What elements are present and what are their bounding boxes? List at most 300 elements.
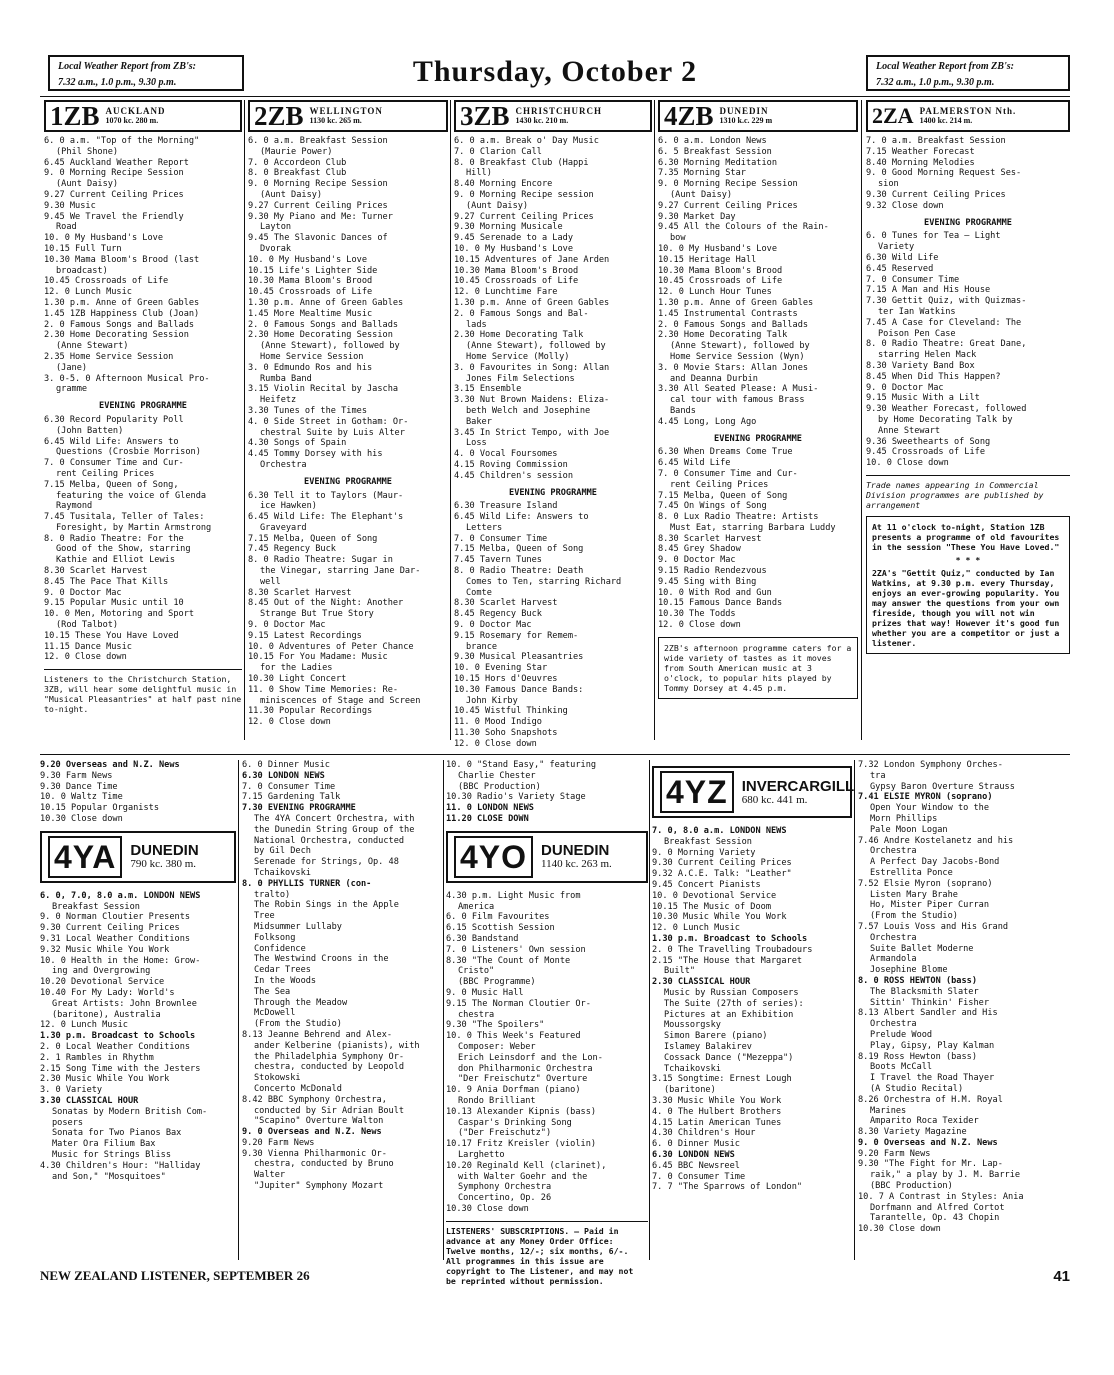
programme-line: 7. 0 Consumer Time (454, 533, 548, 544)
programme-line: 9. 0 Morning Recipe Session (44, 168, 184, 179)
programme-line: 8.40 Morning Encore (454, 179, 553, 190)
programme-line: 9.45 Concert Pianists (652, 879, 761, 890)
programme-line: 1.30 p.m. Broadcast to Schools (652, 933, 808, 944)
programme-line: for the Ladies (260, 663, 333, 674)
programme-line: The Westwind Croons in the (254, 954, 389, 965)
programme-line: 9.45 We Travel the Friendly (44, 211, 184, 222)
programme-line: 8.30 Scarlet Harvest (454, 598, 558, 609)
programme-line: 6. 0 Tunes for Tea — Light (866, 231, 1001, 242)
programme-line: Tchaikovski (664, 1063, 721, 1074)
station-city: WELLINGTON (309, 106, 383, 116)
programme-line: 7. 0 Consumer Time and Cur- (658, 468, 798, 479)
programme-line: Play, Gipsy, Play Kalman (870, 1040, 995, 1051)
programme-line: Stokowski (254, 1073, 301, 1084)
programme-line: 9.30 Musical Pleasantries (454, 652, 584, 663)
column-2zb (248, 100, 448, 740)
programme-line: 10.30 Close down (40, 813, 123, 824)
evening-programme-heading: EVENING PROGRAMME (304, 476, 392, 487)
programme-line: 9.32 A.C.E. Talk: "Leather" (652, 869, 792, 880)
programme-line: 8. 0 Breakfast Club (248, 168, 347, 179)
programme-line: ter Ian Watkins (878, 306, 956, 317)
programme-line: Music by Russian Composers (664, 987, 799, 998)
programme-line: gramme (56, 384, 88, 395)
station-call: 3ZB (460, 101, 510, 131)
programme-line: 6.30 Tell it to Taylors (Maur- (248, 490, 404, 501)
programme-note: Listeners to the Christchurch Station, 3ZB, will hear some delightful music in "Musical Pleasantries" at half past nine to-night. (44, 669, 242, 714)
programme-line: Orchestra (870, 1019, 917, 1030)
programme-line: 12. 0 Close down (658, 620, 741, 631)
programme-line: 9.32 Music While You Work (40, 944, 170, 955)
programme-line: ice Hawken) (260, 501, 317, 512)
programme-line: Charlie Chester (458, 770, 536, 781)
programme-line: Sonatas by Modern British Com- (52, 1106, 208, 1117)
programme-line: 10. 0 Adventures of Peter Chance (248, 641, 414, 652)
programme-line: 2. 0 Local Weather Conditions (40, 1041, 191, 1052)
station-freq: 1400 kc. 214 m. (919, 116, 973, 125)
programme-line: Sittin' Thinkin' Fisher (870, 997, 989, 1008)
programme-line: 9.30 Dance Time (40, 781, 118, 792)
programme-line: 9.30 "The Fight for Mr. Lap- (858, 1159, 1003, 1170)
programme-line: (John Batten) (56, 425, 124, 436)
programme-line: Concertino, Op. 26 (458, 1193, 552, 1204)
subscriptions-note: LISTENERS' SUBSCRIPTIONS. — Paid in advance at any Money Order Office: Twelve months, 12/-; six months, 6/-. All programmes in this issue are copyright to The Listener, and may not be reprinted without permission. (446, 1221, 648, 1286)
programme-line: 1.30 p.m. Anne of Green Gables (248, 297, 404, 308)
programme-line: 9.30 My Piano and Me: Turner (248, 211, 393, 222)
programme-line: 6. 0 Dinner Music (242, 760, 330, 770)
programme-line: (Aunt Daisy) (260, 189, 323, 200)
programme-line: 2. 0 Famous Songs and Ballads (44, 319, 195, 330)
programme-line: 10.30 Close down (858, 1224, 941, 1235)
programme-line: conducted by Sir Adrian Boult (254, 1105, 405, 1116)
programme-line: Pale Moon Logan (870, 824, 948, 835)
column-rule (450, 100, 451, 740)
station-header-4yz (652, 766, 855, 818)
station-freq: 1310 k.c. 229 m (719, 116, 773, 125)
station-freq: 1070 kc. 280 m. (105, 116, 159, 125)
programme-line: Jones Film Selections (466, 373, 575, 384)
weather-line: Local Weather Report from ZB's: (58, 61, 196, 72)
column-3zb (454, 100, 652, 749)
programme-line: 9. 0 Doctor Mac (658, 555, 736, 566)
programme-line: 6.30 Morning Meditation (658, 157, 777, 168)
trade-names-note: Trade names appearing in Commercial Division programmes are published by arrangement (866, 475, 1070, 510)
programme-line: 6.30 Wild Life (866, 252, 939, 263)
programme-line: Dvorak (260, 243, 292, 254)
station-header-4zb (658, 100, 858, 132)
programme-line: 6. 0, 7.0, 8.0 a.m. LONDON NEWS (40, 890, 201, 901)
programme-line: and Son," "Mosquitoes" (52, 1171, 166, 1182)
programme-line: 1.30 p.m. Anne of Green Gables (658, 297, 814, 308)
programme-line: 1.45 1ZB Happiness Club (Joan) (44, 308, 200, 319)
programme-line: Morn Phillips (870, 813, 938, 824)
evening-programme-heading: EVENING PROGRAMME (714, 433, 802, 444)
programme-line: 2.15 Song Time with the Jesters (40, 1063, 201, 1074)
programme-line: 7.57 Louis Voss and His Grand (858, 921, 1009, 932)
station-city: AUCKLAND (105, 106, 166, 116)
programme-line: 7.35 Morning Star (658, 168, 746, 179)
programme-line: 6. 0 a.m. Break o' Day Music (454, 136, 599, 146)
programme-line: Prelude Wood (870, 1029, 933, 1040)
station-freq: 1140 kc. 263 m. (541, 858, 612, 871)
station-city: INVERCARGILL (741, 777, 855, 795)
programme-line: 8. 0 Radio Theatre: Great Dane, (866, 339, 1027, 350)
programme-line: (baritone) (664, 1085, 716, 1096)
programme-line: 7.46 Andre Kostelanetz and his (858, 835, 1014, 846)
programme-line: Hill) (466, 168, 492, 179)
programme-line: 2. 1 Rambles in Rhythm (40, 1052, 154, 1063)
programme-line: Rumba Band (260, 373, 312, 384)
note-text: At 11 o'clock to-night, Station 1ZB presents a programme of old favourites in the session "These You Have Loved." (872, 521, 1060, 552)
programme-line: Estrellita Ponce (870, 867, 953, 878)
programme-line: 12. 0 Close down (248, 717, 331, 728)
column-4yz-evening (858, 760, 1070, 1260)
programme-line: 9.15 The Norman Cloutier Or- (446, 998, 591, 1009)
programme-line: Breakfast Session (52, 901, 140, 912)
programme-line: Midsummer Lullaby (254, 921, 342, 932)
programme-line: Amparito Roca Texider (870, 1116, 979, 1127)
programme-line: 3.30 Nut Brown Maidens: Eliza- (454, 395, 610, 406)
programme-line: 8.30 Variety Magazine (858, 1127, 967, 1138)
programme-line: 10.15 These You Have Loved (44, 630, 179, 641)
programme-line: 9.20 Overseas and N.Z. News (40, 760, 180, 770)
programme-line: 3. 0 Movie Stars: Allan Jones (658, 362, 809, 373)
programme-line: 7. 0 Accordeon Club (248, 157, 347, 168)
programme-line: 9.30 Current Ceiling Prices (652, 858, 792, 869)
programme-line: 9.20 Farm News (242, 1137, 315, 1148)
programme-line: Poison Pen Case (878, 328, 956, 339)
programme-line: 8.45 When Did This Happen? (866, 371, 1001, 382)
programme-line: Great Artists: John Brownlee (52, 998, 197, 1009)
programme-line: 7. 0, 8.0 a.m. LONDON NEWS (652, 826, 787, 836)
programme-line: 6.30 Bandstand (446, 933, 519, 944)
programme-line: bow (670, 233, 686, 244)
programme-line: 10. 0 My Husband's Love (44, 233, 163, 244)
programme-line: 10.15 Hors d'Oeuvres (454, 674, 558, 685)
station-header-4yo (446, 831, 648, 883)
programme-list (40, 760, 236, 825)
programme-line: (Rod Talbot) (56, 620, 119, 631)
programme-line: chestra (458, 1009, 495, 1020)
programme-line: 10.15 The Music of Doom (652, 901, 771, 912)
programme-line: Letters (466, 522, 503, 533)
programme-line: 2.30 Home Decorating Talk (454, 330, 584, 341)
programme-line: Cristo" (458, 966, 495, 977)
programme-line: 8.40 Morning Melodies (866, 157, 975, 168)
programme-line: 9.45 Serenade to a Lady (454, 233, 573, 244)
programme-line: 1.30 p.m. Anne of Green Gables (454, 297, 610, 308)
evening-programme-heading: EVENING PROGRAMME (509, 487, 597, 498)
programme-line: lads (466, 319, 487, 330)
programme-line: 11. 0 Mood Indigo (454, 717, 542, 728)
programme-line: 8. 0 Radio Theatre: Sugar in (248, 555, 393, 566)
programme-line: Kathie and Elliot Lewis (56, 555, 175, 566)
programme-line: Loss (466, 438, 487, 449)
programme-line: 11. 0 LONDON NEWS (446, 803, 534, 814)
programme-line: Caspar's Drinking Song (458, 1117, 572, 1128)
programme-line: 2.30 CLASSICAL HOUR (652, 977, 751, 988)
programme-line: 9.27 Current Ceiling Prices (658, 200, 798, 211)
programme-line: 10. 0 Devotional Service (652, 890, 777, 901)
column-4yo (446, 760, 648, 1286)
programme-line: 10. 0 My Husband's Love (454, 243, 573, 254)
programme-line: 7.45 Regency Buck (248, 544, 336, 555)
programme-line: In the Woods (254, 975, 317, 986)
programme-line: Erich Leinsdorf and the Lon- (458, 1052, 603, 1063)
programme-line: 8. 0 Lux Radio Theatre: Artists (658, 512, 819, 523)
programme-line: 3. 0 Favourites in Song: Allan (454, 362, 610, 373)
station-call: 4YA (48, 836, 122, 878)
programme-line: John Kirby (466, 695, 518, 706)
programme-line: 12. 0 Lunch Music (44, 287, 132, 298)
programme-line: The Robin Sings in the Apple (254, 900, 399, 911)
programme-line: Comte (466, 587, 492, 598)
programme-line: Ho, Mister Piper Curran (870, 900, 989, 911)
programme-line: 10. 0 My Husband's Love (658, 243, 777, 254)
programme-line: 10. 0 Waltz Time (40, 792, 123, 803)
programme-line: 11.30 Soho Snapshots (454, 728, 558, 739)
programme-line: 7.45 On Wings of Song (658, 501, 767, 512)
programme-line: by Gil Dech (254, 846, 311, 857)
programme-line: Islamey Balakirev (664, 1041, 752, 1052)
programme-line: 10.30 The Todds (658, 609, 736, 620)
programme-line: Foresight, by Martin Armstrong (56, 522, 212, 533)
programme-line: 11.15 Dance Music (44, 641, 132, 652)
programme-line: Marines (870, 1105, 907, 1116)
programme-line: (Anne Stewart), followed by (466, 341, 606, 352)
programme-line: Moussorgsky (664, 1020, 721, 1031)
programme-line: 3.30 CLASSICAL HOUR (40, 1095, 139, 1106)
programme-line: 7.32 London Symphony Orches- (858, 760, 1003, 770)
programme-line: "Jupiter" Symphony Mozart (254, 1181, 384, 1192)
programme-line: 8. 0 Radio Theatre: Death (454, 566, 584, 577)
programme-line: 10. 9 Ania Dorfman (piano) (446, 1085, 581, 1096)
programme-line: featuring the voice of Glenda (56, 490, 207, 501)
weather-line: 7.32 a.m., 1.0 p.m., 9.30 p.m. (876, 77, 995, 88)
programme-line: 9.20 Farm News (858, 1148, 931, 1159)
programme-line: 8. 0 ROSS HEWTON (bass) (858, 975, 977, 986)
programme-note (866, 516, 1070, 654)
programme-line: the Vinegar, starring Jane Dar- (260, 566, 421, 577)
station-header-2zb (248, 100, 448, 132)
programme-line: The 4YA Concert Orchestra, with (254, 813, 415, 824)
programme-line: 7.15 A Man and His House (866, 285, 991, 296)
programme-line: 7.15 Melba, Queen of Song (248, 533, 378, 544)
programme-list (858, 760, 1070, 1235)
programme-line: Bands (670, 405, 696, 416)
programme-line: 9.15 Popular Music until 10 (44, 598, 184, 609)
programme-line: 10.30 Music While You Work (652, 912, 787, 923)
programme-line: 10. 0 My Husband's Love (248, 254, 367, 265)
station-city: PALMERSTON Nth. (919, 106, 1017, 116)
programme-line: 2.30 Home Decorating Talk (658, 330, 788, 341)
programme-line: 7.45 Tusitala, Teller of Tales: (44, 512, 205, 523)
programme-line: Tree (254, 911, 275, 922)
programme-line: 6.45 Auckland Weather Report (44, 157, 189, 168)
programme-line: 3.15 Songtime: Ernest Lough (652, 1074, 792, 1085)
weather-line: Local Weather Report from ZB's: (876, 61, 1014, 72)
station-header-4ya (40, 831, 236, 883)
programme-list (248, 136, 448, 728)
programme-line: Layton (260, 222, 292, 233)
weather-report-right (866, 55, 1070, 91)
programme-line: Sonata for Two Pianos Bax (52, 1128, 182, 1139)
programme-line: 10.40 For My Lady: World's (40, 987, 175, 998)
station-header-2za (866, 100, 1070, 132)
programme-line: 10.15 Full Turn (44, 243, 122, 254)
column-4ya (40, 760, 236, 1260)
programme-line: 2.30 Music While You Work (40, 1074, 170, 1085)
programme-line: 9. 0 Overseas and N.Z. News (242, 1127, 382, 1138)
programme-line: "Scapino" Overture Walton (254, 1116, 384, 1127)
programme-line: Music for Strings Bliss (52, 1149, 171, 1160)
programme-line: 10.15 Famous Dance Bands (658, 598, 783, 609)
programme-line: 4.15 Latin American Tunes (652, 1117, 782, 1128)
page-footer (40, 1268, 1080, 1284)
programme-line: 4.45 Long, Long Ago (658, 416, 757, 427)
station-call: 2ZA (872, 103, 914, 128)
station-header-3zb (454, 100, 652, 132)
programme-line: Mater Ora Filium Bax (52, 1139, 156, 1150)
programme-line: 8.30 Scarlet Harvest (658, 533, 762, 544)
programme-line: 4. 0 The Hulbert Brothers (652, 1106, 782, 1117)
programme-line: sion (878, 179, 899, 190)
evening-programme-heading: EVENING PROGRAMME (924, 217, 1012, 228)
programme-line: 7.52 Elsie Myron (soprano) (858, 878, 993, 889)
programme-line: The Blacksmith Slater (870, 986, 979, 997)
programme-line: 9.15 Radio Rendezvous (658, 566, 767, 577)
programme-line: Larghetto (458, 1149, 505, 1160)
programme-line: 2. 0 Famous Songs and Ballads (658, 319, 809, 330)
programme-line: Good of the Show, starring (56, 544, 191, 555)
programme-line: The Suite (27th of series): (664, 998, 804, 1009)
programme-line: 8. 0 Breakfast Club (Happi (454, 157, 589, 168)
programme-line: 2. 0 Famous Songs and Ballads (248, 319, 399, 330)
programme-line: Home Service Session (260, 351, 364, 362)
programme-line: 11.20 CLOSE DOWN (446, 813, 529, 824)
programme-line: Walter (254, 1170, 286, 1181)
programme-line: 8.30 Scarlet Harvest (44, 566, 148, 577)
programme-line: 4.30 Children's Hour: "Halliday (40, 1160, 201, 1171)
programme-line: 8.45 Regency Buck (454, 609, 542, 620)
programme-line: 10.17 Fritz Kreisler (violin) (446, 1139, 597, 1150)
programme-line: Orchestra (870, 932, 917, 943)
programme-line: 7. 0 Consumer Time (866, 274, 960, 285)
column-rule (861, 100, 862, 740)
programme-line: 4. 0 Vocal Foursomes (454, 449, 558, 460)
programme-line: 8.45 Grey Shadow (658, 544, 741, 555)
programme-line: 2.15 "The House that Margaret (652, 955, 803, 966)
programme-line: 8.13 Albert Sandler and His (858, 1008, 998, 1019)
programme-line: 2.30 Home Decorating Session (44, 330, 189, 341)
programme-line: 10.45 Wistful Thinking (454, 706, 568, 717)
programme-line: The Sea (254, 986, 291, 997)
programme-line: Serenade for Strings, Op. 48 (254, 857, 399, 868)
programme-line: 9.45 Crossroads of Life (866, 447, 985, 458)
programme-line: Comes to Ten, starring Richard (466, 576, 622, 587)
station-call: 1ZB (50, 101, 100, 131)
programme-line: "Der Freischutz" Overture (458, 1074, 588, 1085)
programme-line: 7.15 Melba, Queen of Song, (44, 479, 179, 490)
programme-line: 6. 0 Dinner Music (652, 1139, 740, 1150)
programme-line: by Home Decorating Talk by (878, 414, 1013, 425)
programme-line: 8.26 Orchestra of H.M. Royal (858, 1094, 1003, 1105)
programme-line: Heifetz (260, 395, 297, 406)
page-title: Thursday, October 2 (412, 55, 698, 88)
programme-line: 9.30 Current Ceiling Prices (40, 923, 180, 934)
programme-line: 10.45 Crossroads of Life (248, 287, 373, 298)
programme-line: 9. 0 Morning Variety (652, 847, 756, 858)
programme-list (454, 136, 652, 750)
programme-line: well (260, 576, 281, 587)
programme-line: 4.15 Roving Commission (454, 459, 568, 470)
programme-line: Breakfast Session (664, 836, 752, 847)
programme-line: 9.15 Music With a Lilt (866, 393, 980, 404)
programme-line: 9.27 Current Ceiling Prices (248, 200, 388, 211)
programme-line: McDowell (254, 1008, 296, 1019)
programme-line: 6.30 LONDON NEWS (652, 1149, 735, 1160)
programme-line: 9.30 Current Ceiling Prices (866, 189, 1006, 200)
column-rule (854, 760, 855, 1260)
programme-line: 12. 0 Lunch Music (652, 923, 740, 934)
station-call: 4ZB (664, 101, 714, 131)
programme-line: Home Service (Molly) (466, 351, 570, 362)
programme-line: and Deanna Durbin (670, 373, 758, 384)
programme-line: Composer: Weber (458, 1041, 536, 1052)
programme-line: 10. 0 Health in the Home: Grow- (40, 955, 201, 966)
programme-line: 10.20 Devotional Service (40, 977, 165, 988)
programme-line: 10. 0 "Stand Easy," featuring (446, 760, 597, 770)
programme-line: 9.30 "The Spoilers" (446, 1020, 545, 1031)
programme-line: (A Studio Recital) (870, 1083, 964, 1094)
programme-line: 6.45 Wild Life: Answers to (454, 512, 589, 523)
programme-line: 10.30 Light Concert (248, 674, 347, 685)
programme-line: Cedar Trees (254, 965, 311, 976)
programme-line: Rondo Brilliant (458, 1095, 536, 1106)
programme-line: Open Your Window to the (870, 803, 989, 814)
station-freq: 790 kc. 380 m. (130, 858, 197, 871)
programme-line: 9. 0 Doctor Mac (44, 587, 122, 598)
programme-line: 10.30 Mama Bloom's Brood (last (44, 254, 200, 265)
programme-line: Graveyard (260, 522, 307, 533)
programme-line: tra (870, 770, 886, 781)
programme-line: 8.30 Variety Band Box (866, 360, 975, 371)
programme-line: 7.45 A Case for Cleveland: The (866, 317, 1022, 328)
column-2za (866, 100, 1070, 740)
programme-line: 9. 0 Morning Recipe Session (248, 179, 388, 190)
programme-line: 12. 0 Lunchtime Fare (454, 287, 558, 298)
programme-line: tralto) (254, 889, 291, 900)
programme-line: (baritone), Australia (52, 1009, 161, 1020)
programme-line: 6.45 Wild Life: Answers to (44, 436, 179, 447)
station-city: DUNEDIN (719, 106, 769, 116)
programme-line: Through the Meadow (254, 997, 348, 1008)
programme-line: 4.45 Tommy Dorsey with his (248, 449, 383, 460)
programme-line: ("Der Freischutz") (458, 1128, 552, 1139)
programme-line: 9. 0 Music Hall (446, 987, 524, 998)
programme-line: Baker (466, 416, 492, 427)
programme-line: (Anne Stewart), followed by (260, 341, 400, 352)
column-1zb (44, 100, 242, 740)
programme-line: (BBC Production) (870, 1181, 953, 1192)
column-rule (649, 760, 650, 1260)
programme-line: 9.45 All the Colours of the Rain- (658, 222, 829, 233)
page-number: 41 (1053, 1268, 1070, 1285)
programme-line: 9.30 Vienna Philharmonic Or- (242, 1148, 387, 1159)
programme-list (446, 760, 648, 825)
publication-line: NEW ZEALAND LISTENER, SEPTEMBER 26 (40, 1268, 310, 1283)
programme-line: 1.45 More Mealtime Music (248, 308, 373, 319)
programme-line: 9.30 Farm News (40, 770, 113, 781)
